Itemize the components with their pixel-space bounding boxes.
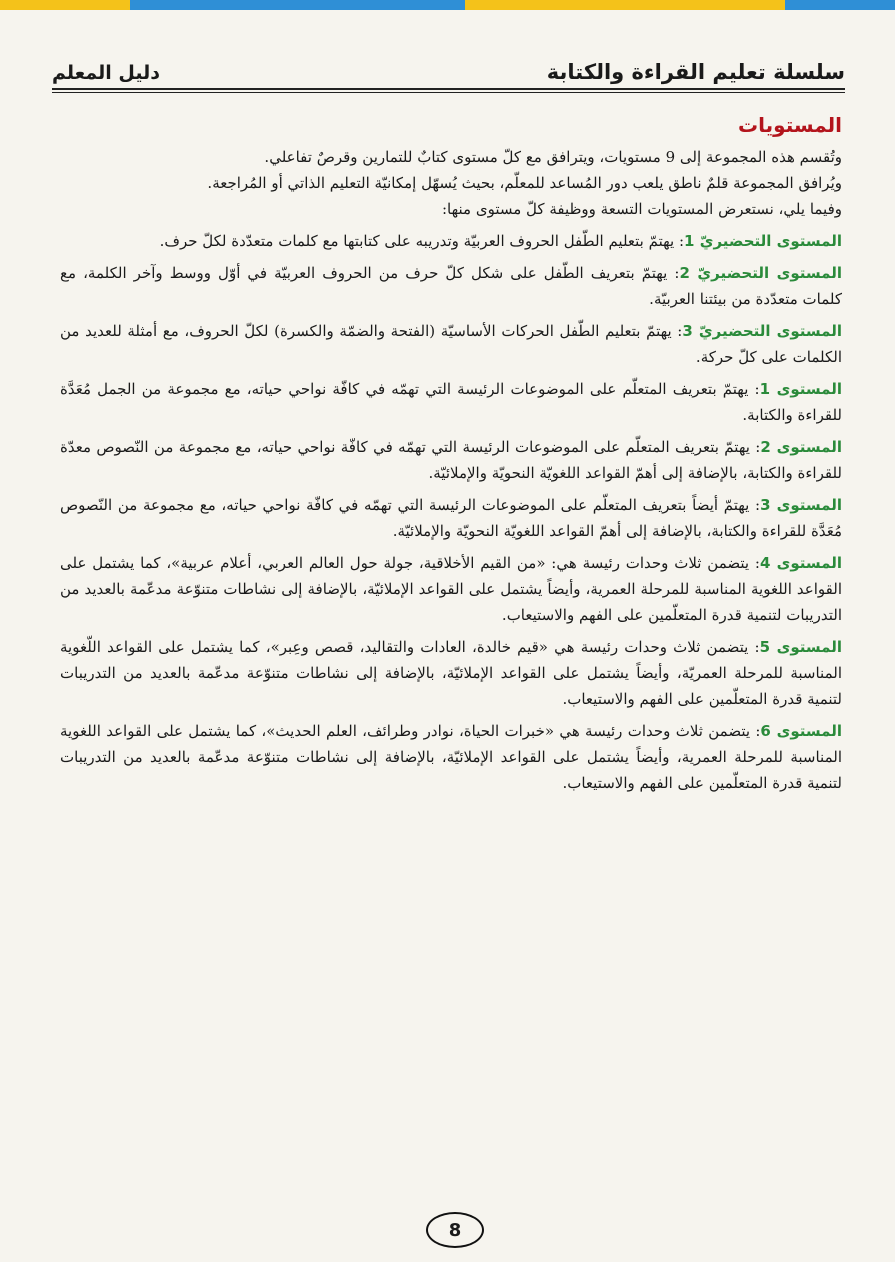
level-label: المستوى 6 xyxy=(760,722,842,740)
level-text: : يتضمن ثلاث وحدات رئيسة هي «خبرات الحياة، نوادر وطرائف، العلم الحديث»، كما يشتمل على القواعد اللغوية المناسبة للمرحلة العمرية، وأيضاً يشتمل على القواعد الإملائيّة، بالإضافة إلى نشاطات متنوّعة مدعّمة بالعديد من التدريبات لتنمية قدرة المتعلّمين على الفهم والاستيعاب. xyxy=(60,722,842,792)
level-label: المستوى 2 xyxy=(760,438,843,456)
level-label: المستوى التحضيريّ 3 xyxy=(682,322,842,340)
intro-paragraph: ويُرافق المجموعة قلمٌ ناطق يلعب دور المُساعد للمعلّم، بحيث يُسهّل إمكانيّة التعليم الذاتي أو المُراجعة. xyxy=(207,174,842,192)
level-paragraph xyxy=(60,434,842,486)
level-label: المستوى 3 xyxy=(760,496,842,514)
yellow-bar-segment xyxy=(465,0,785,10)
level-text: : يهتمّ بتعريف المتعلّم على الموضوعات الرئيسة التي تهمّه في كافّة نواحي حياته، مع مجموعة من الجمل مُعَدَّة للقراءة والكتابة. xyxy=(60,380,842,424)
intro-paragraph: وفيما يلي، نستعرض المستويات التسعة ووظيفة كلّ مستوى منها: xyxy=(441,200,842,218)
section-title: المستويات xyxy=(738,113,842,137)
level-paragraph xyxy=(60,260,842,312)
page-content xyxy=(60,108,842,796)
level-paragraph xyxy=(60,376,842,428)
level-label: المستوى 1 xyxy=(759,380,843,398)
blue-bar-segment xyxy=(130,0,465,10)
top-color-bar xyxy=(0,0,895,10)
guide-title: دليل المعلم xyxy=(52,62,160,84)
level-label: المستوى التحضيريّ 2 xyxy=(679,264,842,282)
level-text: : يتضمن ثلاث وحدات رئيسة هي: «من القيم الأخلاقية، جولة حول العالم العربي، أعلام عربية»، كما يشتمل على القواعد اللغوية المناسبة للمرحلة العمرية، وأيضاً يشتمل على القواعد الإملائيّة، بالإضافة إلى نشاطات متنوّعة مدعّمة بالعديد من التدريبات لتنمية قدرة المتعلّمين على الفهم والاستيعاب. xyxy=(60,554,842,624)
level-paragraph xyxy=(60,718,842,796)
level-paragraph xyxy=(60,550,842,628)
intro-paragraph: وتُقسم هذه المجموعة إلى 9 مستويات، ويترافق مع كلّ مستوى كتابٌ للتمارين وقرصٌ تفاعلي. xyxy=(264,148,842,166)
level-paragraph xyxy=(60,492,842,544)
level-text: : يهتمّ بتعريف الطّفل على شكل كلّ حرف من الحروف العربيّة في أوّل ووسط وآخر الكلمة، مع كلمات متعدّدة من بيئتنا العربيّة. xyxy=(60,264,842,308)
header-rule xyxy=(52,88,845,90)
level-paragraph xyxy=(60,318,842,370)
level-text: : يهتمّ بتعريف المتعلّم على الموضوعات الرئيسة التي تهمّه في كافّة نواحي حياته، مع مجموعة من النّصوص معدّة للقراءة والكتابة، بالإضافة إلى أهمّ القواعد اللغويّة النحويّة والإملائيّة. xyxy=(60,438,842,482)
page-header xyxy=(52,40,845,84)
page-number: 8 xyxy=(426,1212,484,1248)
level-label: المستوى 4 xyxy=(759,554,843,572)
level-paragraph xyxy=(60,634,842,712)
header-rule-thin xyxy=(52,92,845,93)
series-title: سلسلة تعليم القراءة والكتابة xyxy=(546,60,845,84)
level-paragraph xyxy=(60,228,842,254)
level-text: : يتضمن ثلاث وحدات رئيسة هي «قيم خالدة، العادات والتقاليد، قصص وعِبر»، كما يشتمل على القواعد اللّغوية المناسبة للمرحلة العمريّة، وأيضاً يشتمل على القواعد الإملائيّة، بالإضافة إلى نشاطات متنوّعة مدعّمة بالعديد من التدريبات لتنمية قدرة المتعلّمين على الفهم والاستيعاب. xyxy=(60,638,842,708)
yellow-bar-segment xyxy=(0,0,130,10)
level-text: : يهتمّ بتعليم الطّفل الحروف العربيّة وتدريبه على كتابتها مع كلمات متعدّدة لكلّ حرف. xyxy=(159,232,685,250)
blue-bar-segment xyxy=(785,0,895,10)
level-label: المستوى التحضيريّ 1 xyxy=(684,232,842,250)
level-text: : يهتمّ بتعليم الطّفل الحركات الأساسيّة (الفتحة والضمّة والكسرة) لكلّ الحروف، مع أمثلة للعديد من الكلمات على كلّ حركة. xyxy=(60,322,842,366)
level-label: المستوى 5 xyxy=(759,638,843,656)
level-text: : يهتمّ أيضاً بتعريف المتعلّم على الموضوعات الرئيسة التي تهمّه في كافّة نواحي حياته، مع مجموعة من النّصوص مُعَدَّة للقراءة والكتابة، بالإضافة إلى أهمّ القواعد اللغويّة النحويّة والإملائيّة. xyxy=(60,496,842,540)
